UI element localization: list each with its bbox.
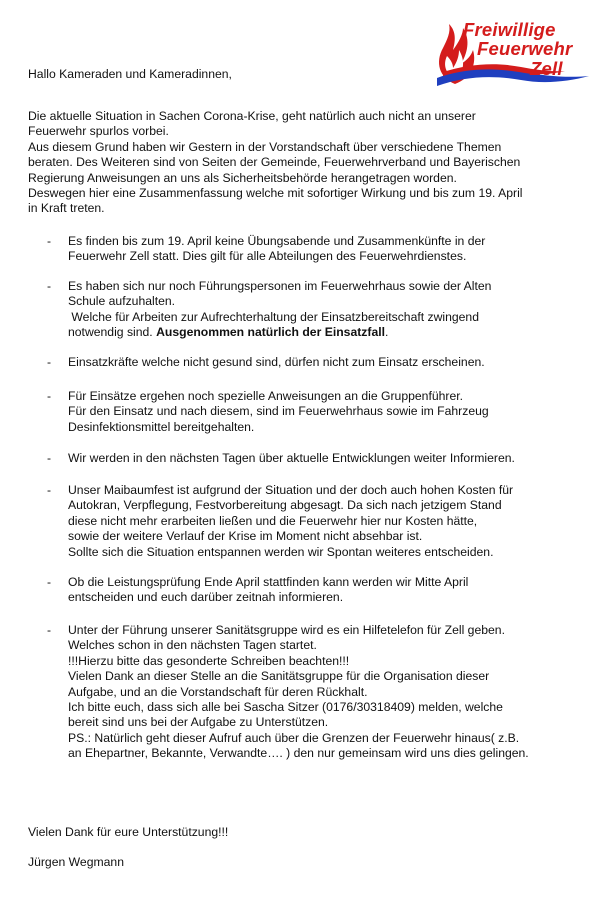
list-item-text <box>68 483 588 560</box>
intro-line: Deswegen hier eine Zusammenfassung welche mit sofortiger Wirkung und bis zum 19. April <box>28 186 523 201</box>
list-item-text <box>68 389 588 435</box>
item-line: Vielen Dank an dieser Stelle an die Sanitätsgruppe für die Organisation dieser <box>68 669 490 684</box>
item-line-plain: notwendig sind. <box>68 325 157 340</box>
list-bullet: - <box>47 623 52 637</box>
fire-brigade-logo <box>433 20 593 90</box>
item-line: diese nicht mehr erarbeiten ließen und die Feuerwehr hier nur Kosten hätte, <box>68 513 478 528</box>
item-line: PS.: Natürlich geht dieser Aufruf auch über die Grenzen der Feuerwehr hinaus( z.B. <box>68 730 520 745</box>
logo-line-2: Feuerwehr <box>477 38 573 59</box>
intro-line: Aus diesem Grund haben wir Gestern in der Vorstandschaft über verschiedene Themen <box>28 139 502 154</box>
list-item-text <box>68 623 588 762</box>
intro-line: Die aktuelle Situation in Sachen Corona-Krise, geht natürlich auch nicht an unserer <box>28 109 476 123</box>
item-line: Desinfektionsmittel bereitgehalten. <box>68 419 255 434</box>
list-item-text <box>68 355 588 370</box>
item-line: Ich bitte euch, dass sich alle bei Sascha Sitzer (0176/30318409) melden, welche <box>68 700 503 715</box>
item-line: !!!Hierzu bitte das gesonderte Schreiben beachten!!! <box>68 653 350 668</box>
intro-line: beraten. Des Weiteren sind von Seiten der Gemeinde, Feuerwehrverband und Bayerischen <box>28 155 521 170</box>
item-line: Einsatzkräfte welche nicht gesund sind, dürfen nicht zum Einsatz erscheinen. <box>68 355 485 369</box>
logo-line-3: Zell <box>530 58 563 79</box>
list-item-text <box>68 279 588 341</box>
intro-paragraph <box>28 109 568 217</box>
list-item-text <box>68 575 588 606</box>
item-line: sowie der weitere Verlauf der Krise im Moment nicht absehbar ist. <box>68 529 423 544</box>
list-bullet: - <box>47 279 52 293</box>
list-bullet: - <box>47 483 52 497</box>
item-line: Schule aufzuhalten. <box>68 294 176 309</box>
list-bullet: - <box>47 575 52 589</box>
intro-line: in Kraft treten. <box>28 201 105 216</box>
item-line: Wir werden in den nächsten Tagen über aktuelle Entwicklungen weiter Informieren. <box>68 451 515 465</box>
greeting: Hallo Kameraden und Kameradinnen, <box>28 67 232 81</box>
item-line: Es finden bis zum 19. April keine Übungsabende und Zusammenkünfte in der <box>68 234 486 248</box>
item-line-bold: Ausgenommen natürlich der Einsatzfall <box>156 325 385 340</box>
list-bullet: - <box>47 451 52 465</box>
list-item-text <box>68 451 588 466</box>
item-line: Autokran, Verpflegung, Festvorbereitung abgesagt. Da sich nach jetzigem Stand <box>68 498 502 513</box>
intro-line: Regierung Anweisungen an uns als Sicherheitsbehörde herangetragen worden. <box>28 170 457 185</box>
list-bullet: - <box>47 234 52 248</box>
item-line: Unter der Führung unserer Sanitätsgruppe wird es ein Hilfetelefon für Zell geben. <box>68 623 505 637</box>
item-line: Welches schon in den nächsten Tagen startet. <box>68 638 317 653</box>
item-line: Aufgabe, und an die Vorstandschaft für deren Rückhalt. <box>68 684 368 699</box>
logo-line-1: Freiwillige <box>463 19 556 40</box>
item-line: bereit sind uns bei der Aufgabe zu Unterstützen. <box>68 715 329 730</box>
item-line <box>68 325 588 340</box>
item-line: Feuerwehr Zell statt. Dies gilt für alle Abteilungen des Feuerwehrdienstes. <box>68 249 467 264</box>
item-line-end: . <box>385 325 389 340</box>
item-line: Welche für Arbeiten zur Aufrechterhaltung der Einsatzbereitschaft zwingend <box>68 309 479 324</box>
list-item-text <box>68 234 588 265</box>
item-line: Unser Maibaumfest ist aufgrund der Situation und der doch auch hohen Kosten für <box>68 483 514 497</box>
list-bullet: - <box>47 389 52 403</box>
item-line: Sollte sich die Situation entspannen werden wir Spontan weiteres entscheiden. <box>68 544 494 559</box>
list-bullet: - <box>47 355 52 369</box>
item-line: entscheiden und euch darüber zeitnah informieren. <box>68 590 344 605</box>
closing-thanks: Vielen Dank für eure Unterstützung!!! <box>28 825 229 839</box>
intro-line: Feuerwehr spurlos vorbei. <box>28 124 169 139</box>
item-line: Für Einsätze ergehen noch spezielle Anweisungen an die Gruppenführer. <box>68 389 463 403</box>
item-line: an Ehepartner, Bekannte, Verwandte…. ) den nur gemeinsam wird uns dies gelingen. <box>68 746 529 761</box>
item-line: Es haben sich nur noch Führungspersonen im Feuerwehrhaus sowie der Alten <box>68 279 492 293</box>
item-line: Für den Einsatz und nach diesem, sind im Feuerwehrhaus sowie im Fahrzeug <box>68 404 489 419</box>
signature-name: Jürgen Wegmann <box>28 855 124 869</box>
item-line: Ob die Leistungsprüfung Ende April stattfinden kann werden wir Mitte April <box>68 575 469 589</box>
